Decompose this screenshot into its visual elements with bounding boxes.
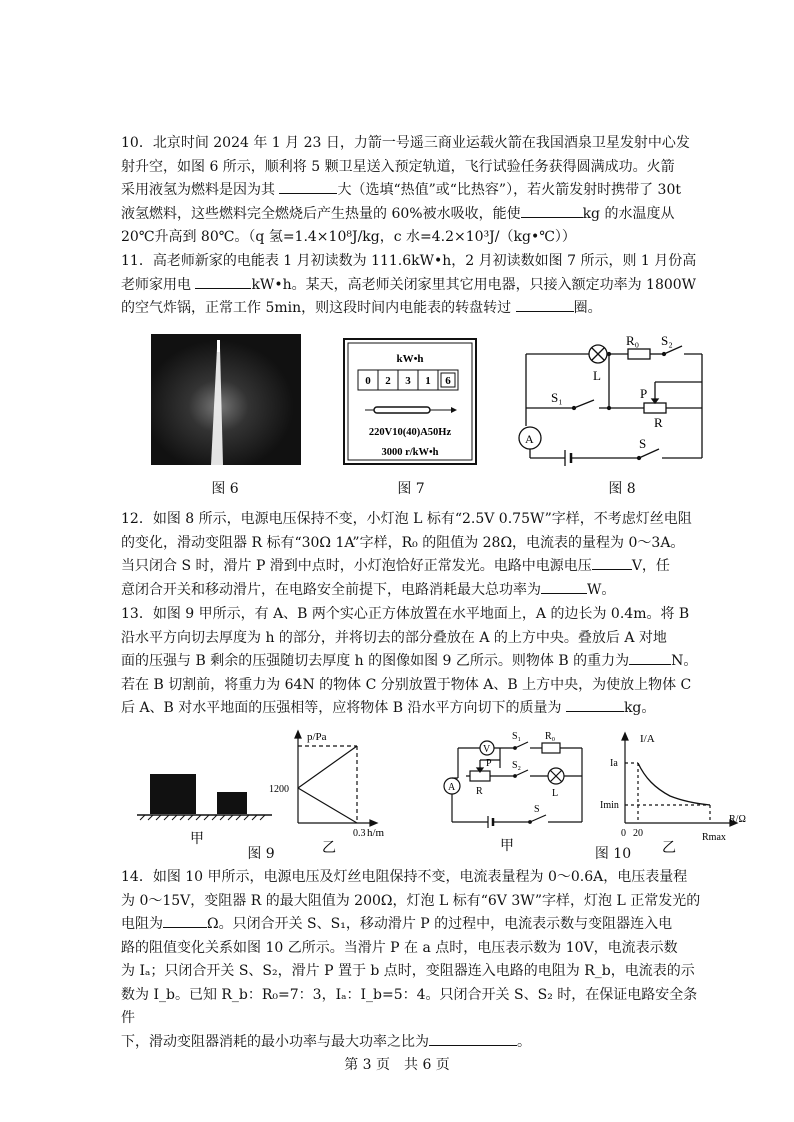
question-11 (121, 250, 701, 321)
meter-rating: 220V10(40)A50Hz (368, 427, 452, 438)
svg-text:20: 20 (633, 828, 643, 839)
svg-text:1200: 1200 (269, 784, 289, 795)
svg-text:Ia: Ia (610, 758, 618, 769)
q14-line7: 下，滑动变阻器消耗的最小功率与最大功率之比为 。 (121, 1031, 701, 1055)
answer-blank[interactable] (521, 203, 583, 218)
answer-blank[interactable] (629, 650, 671, 665)
question-14 (121, 866, 701, 1054)
figure-10-caption: 图 10 (594, 846, 632, 862)
svg-text:h/m: h/m (367, 827, 385, 839)
block-b (217, 792, 247, 814)
q10-line1: 10．北京时间 2024 年 1 月 23 日，力箭一号遥三商业运载火箭在我国酒泉卫星发射中心发 (121, 135, 690, 151)
question-10 (121, 132, 701, 250)
q12-line4: 意闭合开关和移动滑片，在电路安全前提下，电路消耗最大总功率为 W。 (121, 579, 701, 603)
svg-text:p/Pa: p/Pa (307, 731, 327, 743)
q10-line2: 射升空，如图 6 所示，顺利将 5 颗卫星送入预定轨道，飞行试验任务获得圆满成功。火箭 (121, 158, 675, 175)
answer-blank[interactable] (429, 1031, 517, 1046)
answer-blank[interactable] (566, 697, 624, 712)
svg-text:S₂: S₂ (512, 760, 522, 771)
svg-text:乙: 乙 (322, 841, 336, 856)
q13-line5: 后 A、B 对水平地面的压强相等，应将物体 B 沿水平方向切下的质量为 kg。 (121, 697, 701, 721)
svg-text:S₂: S₂ (661, 333, 673, 348)
figure-8 (514, 330, 714, 470)
svg-text:P: P (640, 386, 648, 401)
meter-digit: 1 (425, 375, 431, 387)
svg-text:乙: 乙 (662, 841, 676, 856)
svg-text:Imin: Imin (600, 800, 619, 811)
svg-text:R/Ω: R/Ω (729, 814, 746, 825)
figure-8-caption: 图 8 (608, 481, 636, 497)
meter-unit: kW•h (396, 353, 424, 365)
q12-line3: 当只闭合 S 时，滑片 P 滑到中点时，小灯泡恰好正常发光。电路中电源电压 V，任 (121, 555, 701, 579)
svg-text:Rmax: Rmax (702, 832, 726, 843)
meter-digit: 0 (365, 375, 371, 387)
figure-6-caption: 图 6 (211, 481, 239, 497)
svg-text:甲: 甲 (500, 839, 514, 854)
svg-text:A: A (525, 432, 534, 446)
q10-line3: 采用液氢为燃料是因为其 大（选填“热值”或“比热容”），若火箭发射时携带了 30t (121, 179, 701, 203)
q13-line3: 面的压强与 B 剩余的压强随切去厚度 h 的图像如图 9 乙所示。则物体 B 的重力为 N。 (121, 650, 701, 674)
question-12 (121, 508, 701, 602)
q11-line2: 老师家用电 kW•h。某天，高老师关闭家里其它用电器，只接入额定功率为 1800W (121, 274, 701, 298)
svg-text:R: R (476, 786, 483, 797)
answer-blank[interactable] (592, 555, 632, 570)
svg-text:P: P (486, 758, 492, 769)
svg-text:R₀: R₀ (626, 333, 640, 348)
q14-line2: 为 0～15V，变阻器 R 的最大阻值为 200Ω，灯泡 L 标有“6V 3W”字样，灯泡 L 正常发光的 (121, 892, 701, 909)
q14-line4: 路的阻值变化关系如图 10 乙所示。当滑片 P 在 a 点时，电压表示数为 10V，电流表示数 (121, 939, 678, 956)
figure-7 (343, 338, 477, 465)
q14-line6: 数为 I_b。已知 R_b：R₀=7：3，Iₐ：I_b=5：4。只闭合开关 S、S₂ 时，在保证电路安全条件 (121, 986, 698, 1026)
svg-text:A: A (448, 782, 456, 793)
meter-digit: 3 (405, 375, 411, 387)
q10-line4: 液氢燃料，这些燃料完全燃烧后产生热量的 60%被水吸收，能使 kg 的水温度从 (121, 203, 701, 227)
q14-line5: 为 Iₐ；只闭合开关 S、S₂，滑片 P 置于 b 点时，变阻器连入电路的电阻为 R_b，电流表的示 (121, 963, 695, 979)
svg-text:S: S (639, 436, 647, 451)
svg-text:R₀: R₀ (545, 731, 556, 742)
answer-blank[interactable] (279, 179, 337, 194)
figure-6 (151, 334, 301, 465)
rocket-launch-photo (151, 334, 301, 465)
q13-line4: 若在 B 切割前，将重力为 64N 的物体 C 分别放置于物体 A、B 上方中央，为使放上物体 C (121, 676, 692, 693)
svg-text:L: L (593, 368, 601, 383)
svg-text:S: S (534, 804, 540, 815)
answer-blank[interactable] (541, 579, 587, 594)
block-a (150, 774, 196, 814)
svg-text:V: V (483, 744, 491, 755)
answer-blank[interactable] (516, 297, 574, 312)
q12-line1: 12．如图 8 所示，电源电压保持不变，小灯泡 L 标有“2.5V 0.75W”字样，不考虑灯丝电阻 (121, 511, 692, 527)
meter-constant: 3000 r/kW•h (381, 447, 439, 458)
figure-7-caption: 图 7 (397, 481, 425, 497)
q11-line3: 的空气炸锅，正常工作 5min，则这段时间内电能表的转盘转过 圈。 (121, 297, 701, 321)
meter-digit: 2 (385, 375, 391, 387)
svg-text:S₁: S₁ (551, 390, 563, 405)
svg-text:S₁: S₁ (512, 731, 522, 742)
q14-line1: 14．如图 10 甲所示，电源电压及灯丝电阻保持不变，电流表量程为 0～0.6A，电压表量程 (121, 869, 688, 885)
q10-line5: 20℃升高到 80℃。（q 氢=1.4×10⁸J/kg，c 水=4.2×10³J/（kg•℃）） (121, 229, 576, 245)
svg-text:甲: 甲 (190, 832, 204, 847)
question-13 (121, 603, 701, 721)
circuit-8-labels (514, 330, 714, 470)
figure-9-caption: 图 9 (247, 846, 275, 862)
electricity-meter (343, 338, 477, 465)
meter-digit: 6 (445, 375, 451, 387)
q11-line1: 11．高老师新家的电能表 1 月初读数为 111.6kW•h，2 月初读数如图 7 所示，则 1 月份高 (121, 253, 697, 269)
q12-line2: 的变化，滑动变阻器 R 标有“30Ω 1A”字样，R₀ 的阻值为 28Ω，电流表的量程为 0～3A。 (121, 534, 685, 551)
svg-text:0.3: 0.3 (353, 828, 366, 839)
answer-blank[interactable] (195, 274, 251, 289)
svg-text:L: L (552, 788, 559, 799)
svg-text:0: 0 (621, 828, 626, 839)
q13-line1: 13．如图 9 甲所示，有 A、B 两个实心正方体放置在水平地面上，A 的边长为 0.4m。将 B (121, 606, 690, 622)
q14-line3: 电阻为 Ω。只闭合开关 S、S₁，移动滑片 P 的过程中，电流表示数与变阻器连入电 (121, 913, 701, 937)
page-footer: 第 3 页 共 6 页 (344, 1057, 450, 1073)
q13-line2: 沿水平方向切去厚度为 h 的部分，并将切去的部分叠放在 A 的上方中央。叠放后 A 对地 (121, 629, 667, 646)
answer-blank[interactable] (163, 913, 207, 928)
svg-text:R: R (654, 415, 663, 430)
svg-text:I/A: I/A (640, 733, 655, 745)
